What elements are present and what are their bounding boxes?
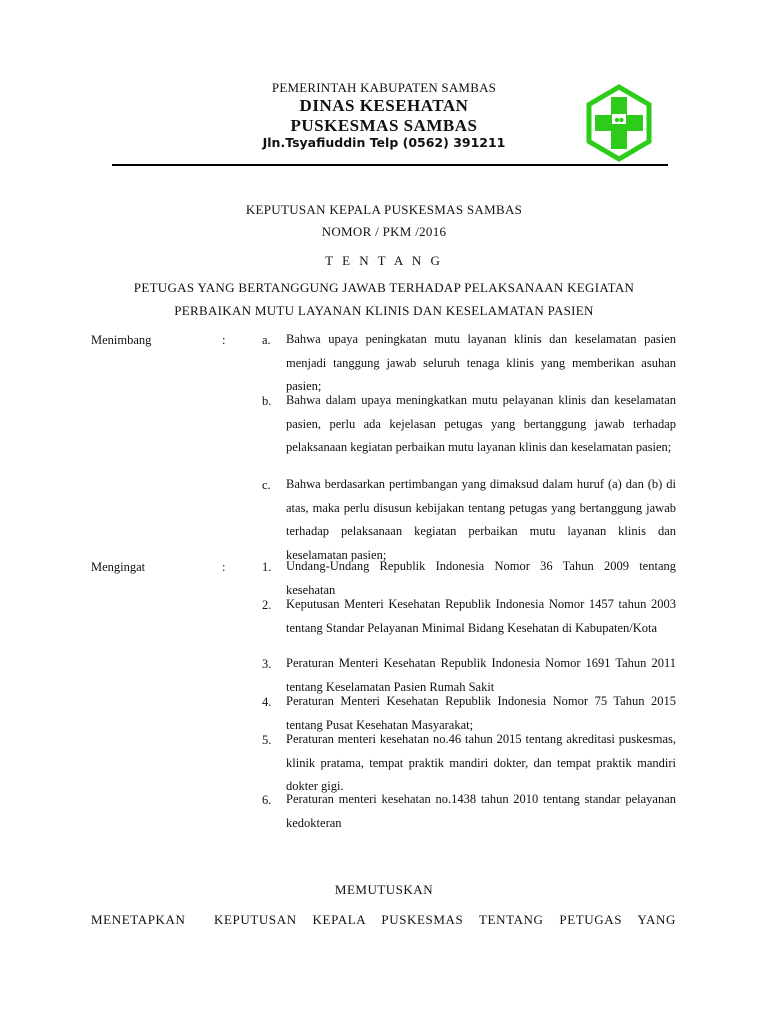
menetapkan-text: KEPUTUSAN KEPALA PUSKESMAS TENTANG PETUGAS YANG bbox=[214, 912, 676, 927]
mengingat-label: Mengingat bbox=[91, 560, 146, 574]
menimbang-colon: : bbox=[222, 333, 226, 347]
mengingat-item-1-text: Undang-Undang Republik Indonesia Nomor 36 Tahun 2009 tentang kesehatan bbox=[286, 559, 676, 597]
letterhead-government: PEMERINTAH KABUPATEN SAMBAS bbox=[271, 80, 497, 95]
mengingat-item-5-text: Peraturan menteri kesehatan no.46 tahun 2015 tentang akreditasi puskesmas, klinik pratama, tempat praktik mandiri dokter, dan tempat praktik mandiri dokter gigi. bbox=[286, 732, 676, 793]
letterhead-unit: PUSKESMAS SAMBAS bbox=[290, 116, 478, 135]
subject-line-1: PETUGAS YANG BERTANGGUNG JAWAB TERHADAP PELAKSANAAN KEGIATAN bbox=[133, 280, 635, 295]
menimbang-item-b-text: Bahwa dalam upaya meningkatkan mutu pelayanan klinis dan keselamatan pasien, perlu ada kejelasan petugas yang bertanggung jawab terhadap pelaksanaan kegiatan perbaikan mutu layanan klinis dan keselamatan pasien; bbox=[286, 393, 676, 454]
mengingat-item-3-mark: 3. bbox=[262, 657, 272, 671]
decision-number: NOMOR / PKM /2016 bbox=[321, 224, 447, 239]
mengingat-colon: : bbox=[222, 560, 226, 574]
menimbang-item-c-text: Bahwa berdasarkan pertimbangan yang dimaksud dalam huruf (a) dan (b) di atas, maka perlu disusun kebijakan tentang petugas yang bertanggung jawab terhadap pelaksanaan kegiatan perbaikan mutu layanan klinis dan keselamatan pasien; bbox=[286, 477, 676, 562]
mengingat-item-6-mark: 6. bbox=[262, 793, 272, 807]
mengingat-item-2-text: Keputusan Menteri Kesehatan Republik Indonesia Nomor 1457 tahun 2003 tentang Standar Pelayanan Minimal Bidang Kesehatan di Kabupaten/Kota bbox=[286, 597, 676, 635]
mengingat-item-2-mark: 2. bbox=[262, 598, 272, 612]
mengingat-item-4-text: Peraturan Menteri Kesehatan Republik Indonesia Nomor 75 Tahun 2015 tentang Pusat Kesehatan Masyarakat; bbox=[286, 694, 676, 732]
mengingat-item-4-mark: 4. bbox=[262, 695, 272, 709]
mengingat-item-1-mark: 1. bbox=[262, 560, 272, 574]
mengingat-item-6-text: Peraturan menteri kesehatan no.1438 tahun 2010 tentang standar pelayanan kedokteran bbox=[286, 792, 676, 830]
letterhead-office: DINAS KESEHATAN bbox=[299, 96, 469, 115]
menimbang-item-c-mark: c. bbox=[262, 478, 271, 492]
subject-line-2: PERBAIKAN MUTU LAYANAN KLINIS DAN KESELAMATAN PASIEN bbox=[174, 303, 594, 318]
menetapkan-label: MENETAPKAN bbox=[91, 912, 186, 927]
memutuskan-heading: MEMUTUSKAN bbox=[334, 882, 434, 897]
mengingat-item-3-text: Peraturan Menteri Kesehatan Republik Indonesia Nomor 1691 Tahun 2011 tentang Keselamatan Pasien Rumah Sakit bbox=[286, 656, 676, 694]
puskesmas-logo-icon bbox=[585, 84, 653, 162]
menimbang-item-b-mark: b. bbox=[262, 394, 272, 408]
letterhead-address: Jln.Tsyafiuddin Telp (0562) 391211 bbox=[262, 135, 506, 150]
letterhead-divider bbox=[112, 164, 668, 166]
menimbang-label: Menimbang bbox=[91, 333, 152, 347]
about-heading: T E N T A N G bbox=[325, 253, 443, 268]
menimbang-item-a-text: Bahwa upaya peningkatan mutu layanan klinis dan keselamatan pasien menjadi tanggung jawab seluruh tenaga klinis yang memberikan asuhan pasien; bbox=[286, 332, 676, 393]
menimbang-item-a-mark: a. bbox=[262, 333, 271, 347]
mengingat-item-5-mark: 5. bbox=[262, 733, 272, 747]
decision-title: KEPUTUSAN KEPALA PUSKESMAS SAMBAS bbox=[245, 202, 523, 217]
